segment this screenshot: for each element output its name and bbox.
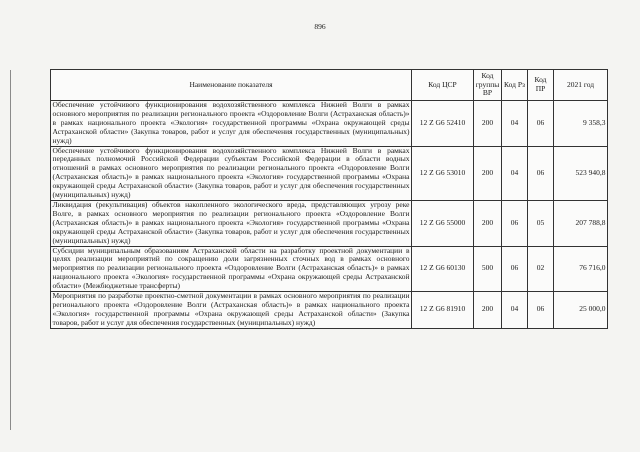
row-csr: 12 Z G6 60130	[412, 246, 474, 292]
page-edge-line	[10, 70, 11, 430]
row-vr: 200	[474, 292, 502, 329]
table-row	[51, 246, 608, 292]
header-csr: Код ЦСР	[412, 70, 474, 101]
header-vr: Код группы ВР	[474, 70, 502, 101]
row-vr: 500	[474, 246, 502, 292]
row-rz: 06	[502, 246, 528, 292]
row-csr: 12 Z G6 52410	[412, 101, 474, 147]
row-rz: 04	[502, 101, 528, 147]
row-description: Ликвидация (рекультивация) объектов накопленного экологического вреда, представляющих угрозу реке Волге, в рамках основного мероприятия по реализации регионального проекта «Оздоровление Волги (Астраханская область)» в рамках национального проекта «Экология» государственной программы «Охрана окружающей среды Астраханской области» (Закупка товаров, работ и услуг для обеспечения государственных (муниципальных) нужд)	[52, 199, 410, 245]
row-vr: 200	[474, 101, 502, 147]
row-vr: 200	[474, 146, 502, 200]
row-amount: 523 940,8	[554, 146, 608, 200]
budget-table	[50, 69, 608, 329]
row-pr: 05	[528, 200, 554, 246]
header-rz: Код Рз	[502, 70, 528, 101]
row-csr: 12 Z G6 53010	[412, 146, 474, 200]
row-amount: 9 358,3	[554, 101, 608, 147]
row-pr: 06	[528, 146, 554, 200]
table-row	[51, 292, 608, 329]
row-description: Обеспечение устойчивого функционирования водохозяйственного комплекса Нижней Волги в рамках переданных полномочий Российской Федерации субъектам Российской Федерации в области водных отношений в рамках основного мероприятия по реализации регионального проекта «Оздоровление Волги (Астраханская область)» в рамках национального проекта «Экология» государственной программы «Охрана окружающей среды Астраханской области» (Закупка товаров, работ и услуг для обеспечения государственных (муниципальных) нужд)	[52, 145, 410, 200]
header-year: 2021 год	[554, 70, 608, 101]
row-amount: 25 000,0	[554, 292, 608, 329]
row-description: Субсидии муниципальным образованиям Астраханской области на разработку проектной документации в целях реализации мероприятий по сокращению доли загрязненных сточных вод в рамках основного мероприятия по реализации регионального проекта «Оздоровление Волги (Астраханская область)» в рамках национального проекта «Экология» государственной программы «Охрана окружающей среды Астраханской области» (Межбюджетные трансферты)	[52, 245, 410, 291]
row-description: Обеспечение устойчивого функционирования водохозяйственного комплекса Нижней Волги в рамках основного мероприятия по реализации регионального проекта «Оздоровление Волги (Астраханская область)» в рамках национального проекта «Экология» государственной программы «Охрана окружающей среды Астраханской области» (Закупка товаров, работ и услуг для обеспечения государственных (муниципальных) нужд)	[52, 100, 410, 145]
table-row	[51, 200, 608, 246]
table-row	[51, 101, 608, 147]
row-amount: 207 788,8	[554, 200, 608, 246]
row-csr: 12 Z G6 81910	[412, 292, 474, 329]
row-rz: 06	[502, 200, 528, 246]
row-csr: 12 Z G6 55000	[412, 200, 474, 246]
row-rz: 04	[502, 146, 528, 200]
row-amount: 76 716,0	[554, 246, 608, 292]
header-row	[51, 70, 608, 101]
header-name: Наименование показателя	[51, 70, 412, 101]
row-description: Мероприятия по разработке проектно-сметной документации в рамках основного мероприятия по реализации регионального проекта «Оздоровление Волги (Астраханская область)» в рамках национального проекта «Экология» государственной программы «Охрана окружающей среды Астраханской области» (Закупка товаров, работ и услуг для обеспечения государственных (муниципальных) нужд)	[52, 291, 410, 327]
row-pr: 06	[528, 101, 554, 147]
header-pr: Код ПР	[528, 70, 554, 101]
row-vr: 200	[474, 200, 502, 246]
row-pr: 02	[528, 246, 554, 292]
row-rz: 04	[502, 292, 528, 329]
row-pr: 06	[528, 292, 554, 329]
table-row	[51, 146, 608, 200]
page-number: 896	[314, 22, 326, 31]
